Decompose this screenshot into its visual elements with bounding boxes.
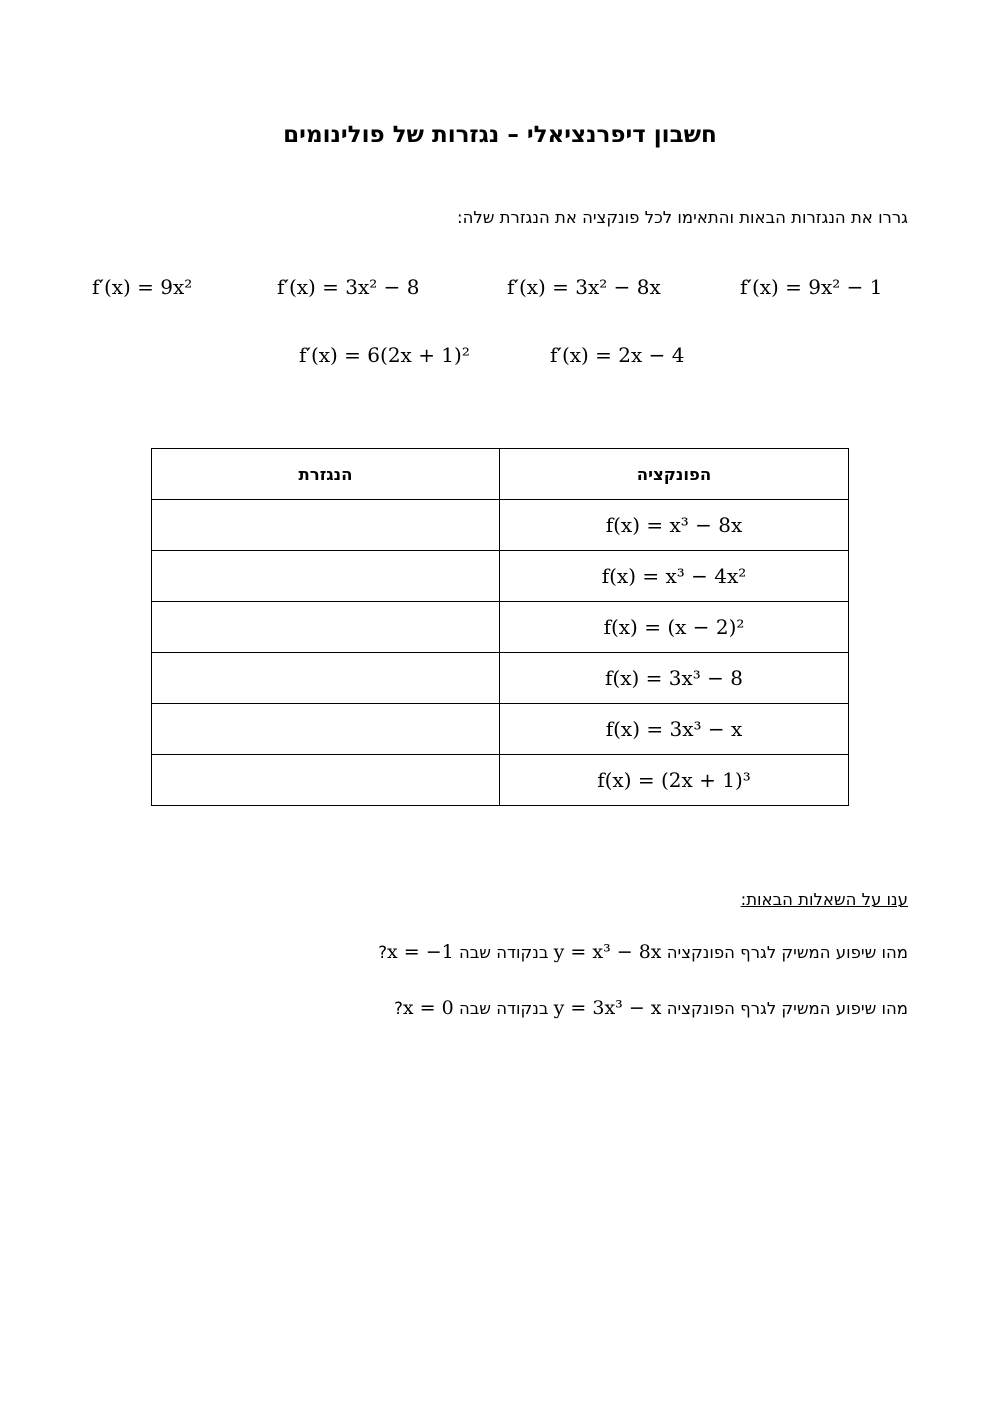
question-2 [394,992,908,1025]
function-formula: f(x) = (x − 2)² [603,615,745,639]
function-formula: f(x) = 3x³ − x [605,717,743,741]
derivative-option[interactable]: f′(x) = 3x² − 8x [507,275,661,299]
table-header-row [152,449,849,500]
derivative-drop-zone[interactable] [152,755,500,806]
derivative-drop-zone[interactable] [152,602,500,653]
question-point: x = −1 [387,941,454,963]
question-point: x = 0 [402,997,454,1019]
function-cell [500,500,849,551]
table-row [152,704,849,755]
questions-heading: ענו על השאלות הבאות: [740,890,908,909]
question-1 [378,936,908,969]
question-mark: ? [394,999,403,1018]
derivative-drop-zone[interactable] [152,704,500,755]
table-row [152,653,849,704]
matching-table [151,448,849,806]
question-function: y = 3x³ − x [553,997,662,1019]
derivative-drop-zone[interactable] [152,500,500,551]
table-row [152,602,849,653]
function-cell [500,551,849,602]
page-title: חשבון דיפרנציאלי – נגזרות של פולינומים [283,122,717,148]
header-derivative: הנגזרת [152,449,500,500]
derivative-drop-zone[interactable] [152,653,500,704]
function-formula: f(x) = x³ − 4x² [601,564,747,588]
derivative-option[interactable]: f′(x) = 9x² [92,275,193,299]
question-prefix: מהו שיפוע המשיק לגרף הפונקציה [666,943,908,962]
instruction-text: גררו את הנגזרות הבאות והתאימו לכל פונקציה את הנגזרת שלה: [457,208,908,227]
function-cell [500,704,849,755]
function-cell [500,653,849,704]
question-function: y = x³ − 8x [553,941,662,963]
function-formula: f(x) = 3x³ − 8 [605,666,743,690]
table-row [152,551,849,602]
derivative-option[interactable]: f′(x) = 6(2x + 1)² [299,343,470,367]
header-function: הפונקציה [500,449,849,500]
derivative-drop-zone[interactable] [152,551,500,602]
function-formula: f(x) = x³ − 8x [605,513,743,537]
table-row [152,500,849,551]
derivative-option[interactable]: f′(x) = 9x² − 1 [740,275,883,299]
question-middle: בנקודה שבה [458,943,549,962]
question-mark: ? [378,943,387,962]
function-formula: f(x) = (2x + 1)³ [597,768,751,792]
function-cell [500,755,849,806]
function-cell [500,602,849,653]
question-middle: בנקודה שבה [458,999,549,1018]
question-prefix: מהו שיפוע המשיק לגרף הפונקציה [666,999,908,1018]
derivative-option[interactable]: f′(x) = 2x − 4 [550,343,685,367]
table-row [152,755,849,806]
derivative-option[interactable]: f′(x) = 3x² − 8 [277,275,420,299]
